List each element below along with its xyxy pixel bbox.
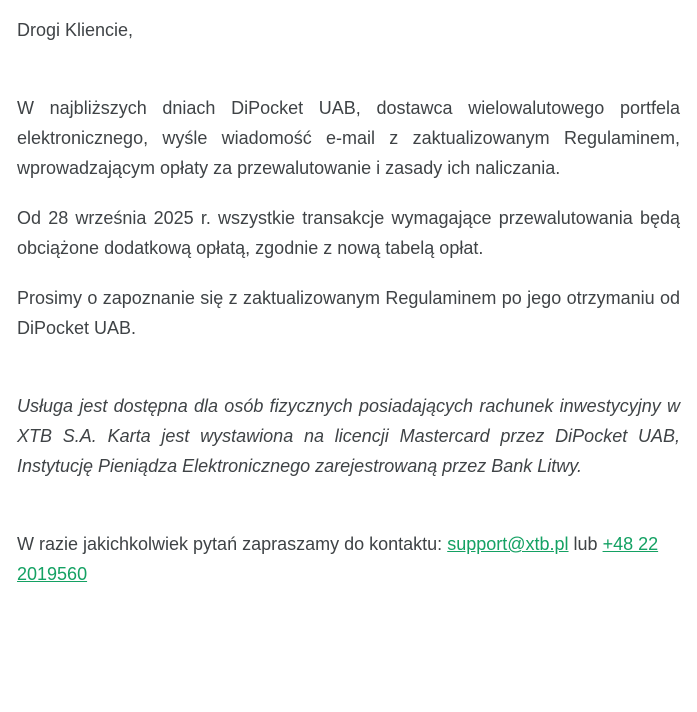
paragraph-fee-date: Od 28 września 2025 r. wszystkie transakcje wymagające przewalutowania będą obciążone dodatkową opłatą, zgodnie z nową tabelą opłat. <box>17 208 680 258</box>
support-email-link[interactable]: support@xtb.pl <box>447 534 569 554</box>
contact-prefix: W razie jakichkolwiek pytań zapraszamy do kontaktu: <box>17 534 448 554</box>
legal-note: Usługa jest dostępna dla osób fizycznych posiadających rachunek inwestycyjny w XTB S.A. Karta jest wystawiona na licencji Mastercard przez DiPocket UAB, Instytucję Pieniądza Elektronicznego zarejestrowaną przez Bank Litwy. <box>17 396 680 476</box>
greeting: Drogi Kliencie, <box>17 20 134 40</box>
paragraph-read-terms: Prosimy o zapoznanie się z zaktualizowanym Regulaminem po jego otrzymaniu od DiPocket UAB. <box>17 288 680 338</box>
support-phone-link[interactable]: +48 22 2019560 <box>17 534 659 584</box>
contact-middle: lub <box>568 534 603 554</box>
paragraph-wallet-update: W najbliższych dniach DiPocket UAB, dostawca wielowalutowego portfela elektronicznego, wyśle wiadomość e-mail z zaktualizowanym Regulaminem, wprowadzającym opłaty za przewalutowanie i zasady ich naliczania. <box>17 98 680 178</box>
contact-line <box>17 529 680 589</box>
